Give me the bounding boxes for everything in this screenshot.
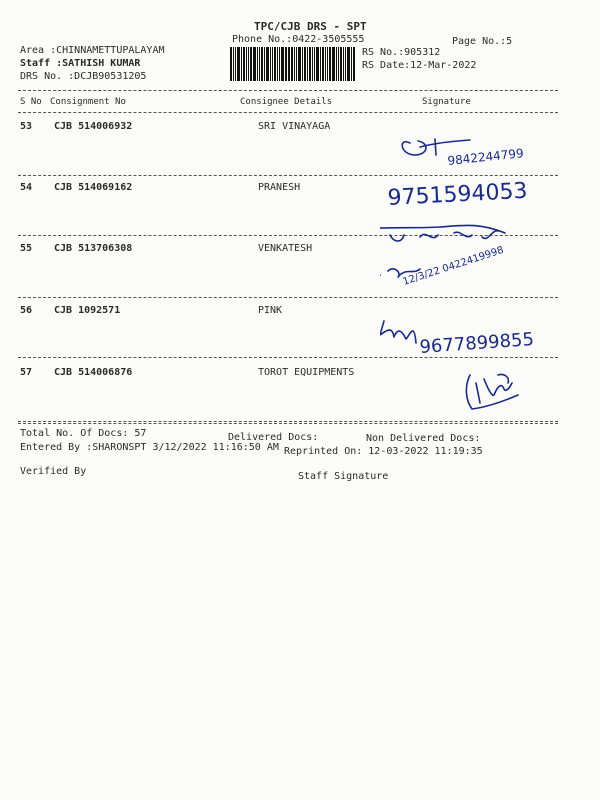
barcode-bar: [250, 47, 252, 81]
barcode-bar: [347, 47, 350, 81]
barcode-bar: [233, 47, 234, 81]
staff-signature: Staff Signature: [298, 471, 389, 482]
row-consignment: CJB 514006876: [54, 367, 133, 378]
rs-date: RS Date:12-Mar-2022: [362, 60, 477, 71]
handwritten-signatures: [380, 125, 560, 415]
row-sno: 57: [20, 367, 33, 378]
barcode-bar: [316, 47, 319, 81]
handwritten-phone-53: 9842244799: [446, 146, 525, 168]
barcode-bar: [243, 47, 245, 81]
barcode-bar: [291, 47, 293, 81]
barcode-bar: [253, 47, 256, 81]
barcode-bar: [340, 47, 342, 81]
barcode-bar: [257, 47, 258, 81]
reprinted-on: Reprinted On: 12-03-2022 11:19:35: [284, 446, 483, 457]
row-sno: 54: [20, 182, 33, 193]
barcode-bar: [307, 47, 308, 81]
non-delivered-docs: Non Delivered Docs:: [366, 433, 481, 444]
divider: [18, 90, 558, 91]
total-docs: Total No. Of Docs: 57: [20, 428, 147, 439]
barcode-bar: [266, 47, 269, 81]
row-divider: [18, 421, 558, 422]
barcode-bar: [325, 47, 326, 81]
column-header-sno: S No: [20, 97, 42, 107]
barcode-bar: [343, 47, 344, 81]
barcode-bar: [272, 47, 273, 81]
row-consignee: PINK: [258, 305, 283, 316]
row-consignment: CJB 514069162: [54, 182, 133, 193]
barcode-bar: [304, 47, 306, 81]
barcode-bar: [289, 47, 290, 81]
divider: [18, 112, 558, 113]
row-consignee: TOROT EQUIPMENTS: [258, 367, 355, 378]
barcode-bar: [235, 47, 236, 81]
barcode-bar: [230, 47, 232, 81]
divider: [18, 423, 558, 424]
barcode-bar: [320, 47, 321, 81]
barcode-bar: [338, 47, 339, 81]
row-consignee: SRI VINAYAGA: [258, 121, 331, 132]
row-sno: 53: [20, 121, 33, 132]
barcode-bar: [294, 47, 295, 81]
barcode-bar: [327, 47, 328, 81]
barcode-bar: [241, 47, 242, 81]
barcode-bar: [345, 47, 346, 81]
barcode-bar: [259, 47, 260, 81]
entered-by: Entered By :SHARONSPT 3/12/2022 11:16:50 AM: [20, 442, 279, 453]
column-header-signature: Signature: [422, 97, 471, 107]
staff-field: Staff :SATHISH KUMAR: [20, 58, 141, 69]
page-number: Page No.:5: [452, 36, 513, 47]
column-header-consignee: Consignee Details: [240, 97, 333, 107]
barcode-bar: [322, 47, 324, 81]
row-consignee: VENKATESH: [258, 243, 313, 254]
barcode-bar: [281, 47, 284, 81]
row-sno: 55: [20, 243, 33, 254]
handwritten-note-55: 12/3/22 0422419998: [401, 244, 506, 288]
phone-number: Phone No.:0422-3505555: [232, 34, 365, 45]
barcode-bar: [314, 47, 315, 81]
barcode-bar: [261, 47, 263, 81]
handwritten-phone-56: 9677899855: [418, 329, 535, 358]
barcode-bar: [302, 47, 303, 81]
barcode-bar: [274, 47, 276, 81]
barcode-bar: [288, 47, 289, 81]
column-header-consignment: Consignment No: [50, 97, 126, 107]
barcode-bar: [296, 47, 297, 81]
barcode-bar: [237, 47, 240, 81]
verified-by: Verified By: [20, 466, 87, 477]
barcode-bar: [298, 47, 301, 81]
row-sno: 56: [20, 305, 33, 316]
rs-number: RS No.:905312: [362, 47, 441, 58]
barcode-bar: [264, 47, 265, 81]
barcode-bar: [277, 47, 278, 81]
row-consignment: CJB 1092571: [54, 305, 121, 316]
barcode: [230, 47, 356, 81]
barcode-bar: [309, 47, 311, 81]
row-consignment: CJB 514006932: [54, 121, 133, 132]
barcode-bar: [285, 47, 287, 81]
barcode-bar: [332, 47, 335, 81]
barcode-bar: [246, 47, 247, 81]
barcode-bar: [312, 47, 313, 81]
barcode-bar: [329, 47, 331, 81]
delivered-docs: Delivered Docs:: [228, 432, 319, 443]
barcode-bar: [353, 47, 355, 81]
barcode-bar: [351, 47, 352, 81]
barcode-bar: [336, 47, 337, 81]
barcode-bar: [248, 47, 249, 81]
document-title: TPC/CJB DRS - SPT: [254, 20, 367, 33]
barcode-bar: [279, 47, 280, 81]
row-consignment: CJB 513706308: [54, 243, 133, 254]
row-consignee: PRANESH: [258, 182, 301, 193]
handwritten-phone-54: 9751594053: [387, 178, 529, 211]
area-field: Area :CHINNAMETTUPALAYAM: [20, 45, 165, 56]
drs-number: DRS No. :DCJB90531205: [20, 71, 147, 82]
barcode-bar: [270, 47, 271, 81]
